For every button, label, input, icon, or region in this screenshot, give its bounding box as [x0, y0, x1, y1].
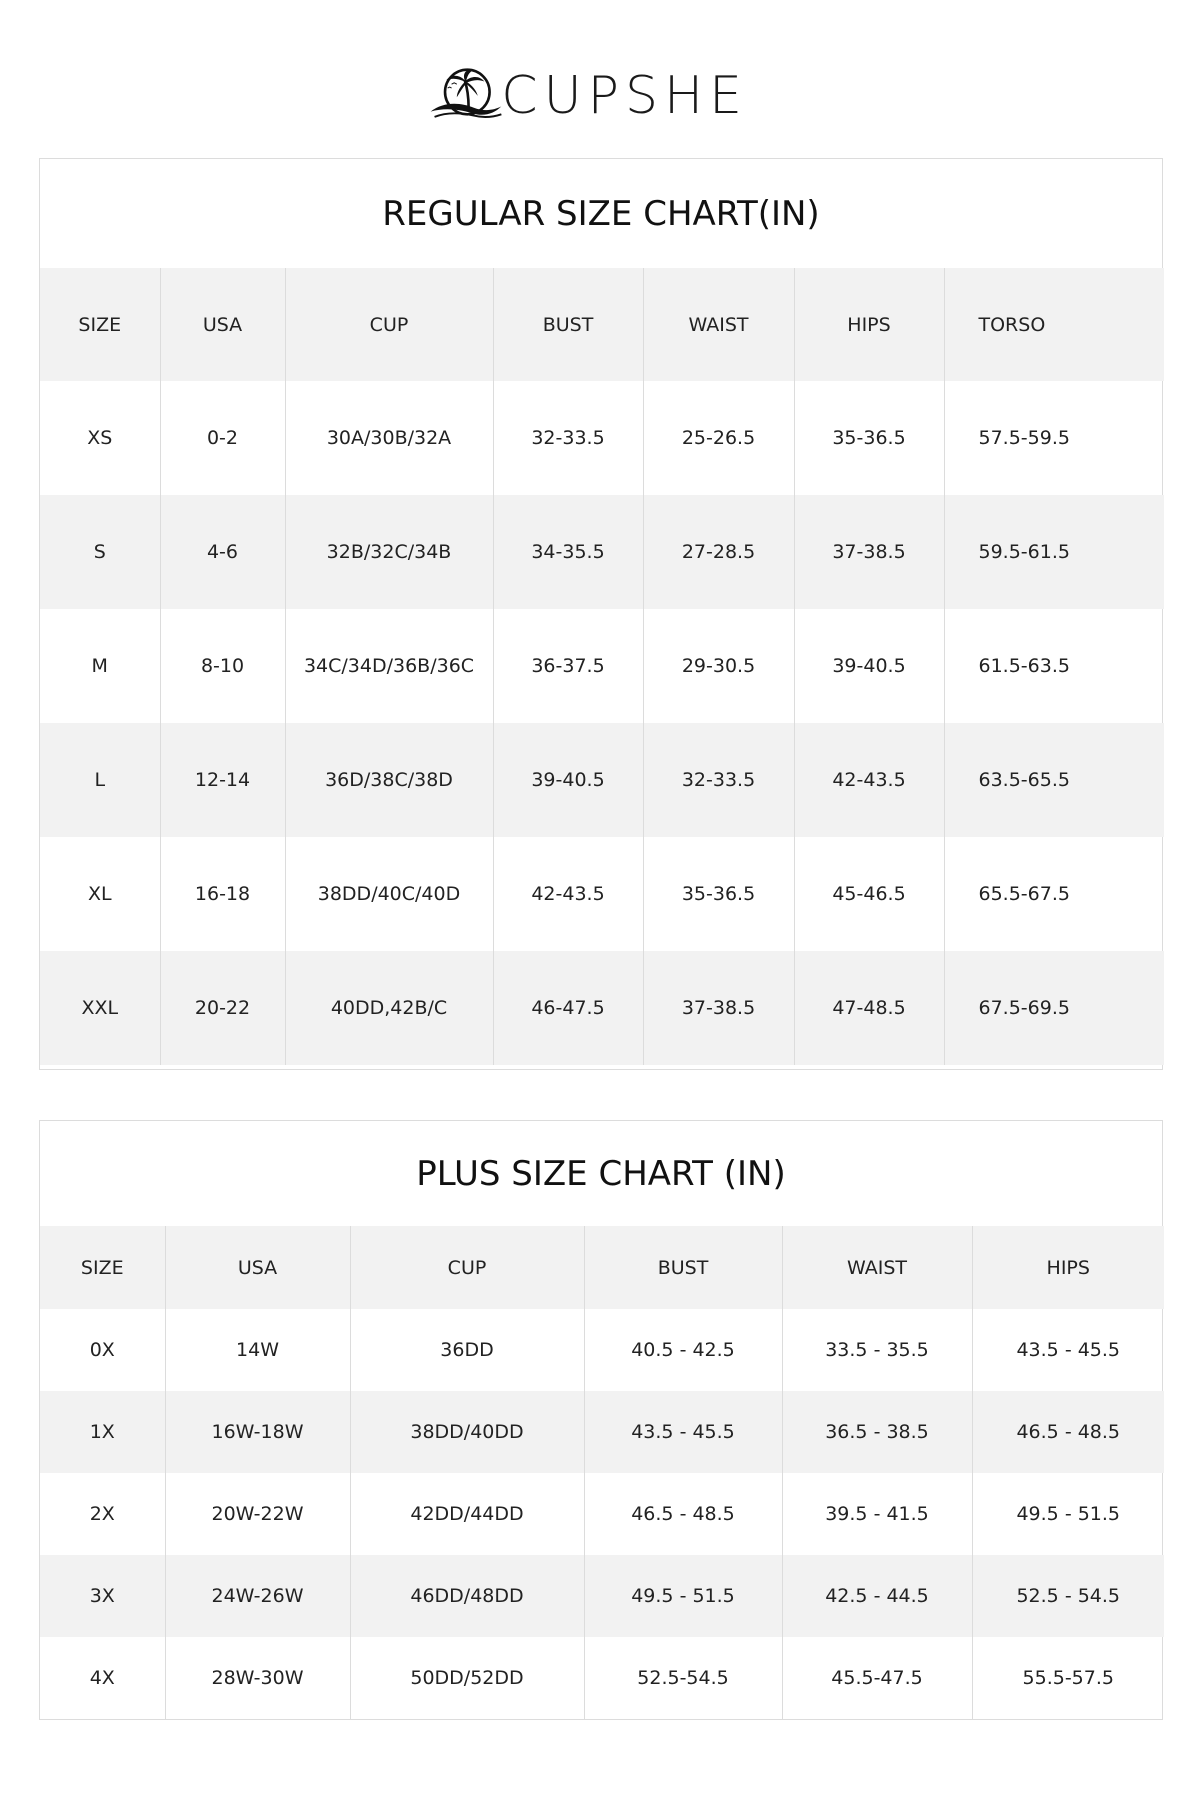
cell-bust: 39-40.5: [493, 723, 643, 837]
header-bust: BUST: [493, 268, 643, 381]
table-row: [40, 1391, 1164, 1473]
cell-size: M: [91, 655, 108, 677]
cell-bust: 34-35.5: [493, 495, 643, 609]
cell-bust: 40.5 - 42.5: [584, 1309, 782, 1391]
cell-bust: 42-43.5: [493, 837, 643, 951]
cell-hips: 39-40.5: [794, 609, 944, 723]
header-bust: BUST: [584, 1226, 782, 1309]
cell-usa: 16W-18W: [165, 1391, 350, 1473]
cell-hips: 52.5 - 54.5: [972, 1555, 1164, 1637]
cell-waist: 36.5 - 38.5: [782, 1391, 972, 1473]
cell-waist: 33.5 - 35.5: [782, 1309, 972, 1391]
cell-waist: 27-28.5: [643, 495, 794, 609]
cell-cup: 38DD/40DD: [350, 1391, 584, 1473]
header-size: SIZE: [40, 268, 160, 381]
cell-torso: 59.5-61.5: [944, 495, 1164, 609]
table-row: [40, 1555, 1164, 1637]
header-usa: USA: [160, 268, 285, 381]
cell-waist: 35-36.5: [643, 837, 794, 951]
cell-usa: 20W-22W: [165, 1473, 350, 1555]
cell-size: 0X: [89, 1339, 115, 1361]
cell-torso: 65.5-67.5: [944, 837, 1164, 951]
cell-cup: 36D/38C/38D: [285, 723, 493, 837]
cell-size: 3X: [40, 1555, 165, 1637]
cell-cup: 42DD/44DD: [350, 1473, 584, 1555]
cell-bust: 43.5 - 45.5: [584, 1391, 782, 1473]
table-row: [40, 837, 1164, 951]
cell-hips: 43.5 - 45.5: [972, 1309, 1164, 1391]
cell-size: 4X: [89, 1667, 115, 1689]
cell-usa: 16-18: [160, 837, 285, 951]
palm-tree-island-icon: [428, 50, 505, 134]
table-row: [40, 381, 1164, 495]
plus-header-row: [40, 1226, 1164, 1309]
cell-cup: 34C/34D/36B/36C: [285, 609, 493, 723]
cell-bust: 32-33.5: [493, 381, 643, 495]
header-hips: HIPS: [794, 268, 944, 381]
table-row: [40, 495, 1164, 609]
regular-chart-title: REGULAR SIZE CHART(IN): [382, 193, 820, 234]
cell-usa: 8-10: [160, 609, 285, 723]
cell-bust: 46-47.5: [493, 951, 643, 1065]
cell-size: XS: [87, 427, 113, 449]
cell-hips: 37-38.5: [794, 495, 944, 609]
cell-hips: 55.5-57.5: [972, 1637, 1164, 1719]
cell-waist: 37-38.5: [643, 951, 794, 1065]
header-waist: WAIST: [782, 1226, 972, 1309]
table-row: [40, 723, 1164, 837]
cell-bust: 46.5 - 48.5: [584, 1473, 782, 1555]
cell-waist: 42.5 - 44.5: [782, 1555, 972, 1637]
cell-cup: 38DD/40C/40D: [285, 837, 493, 951]
table-row: [40, 1637, 1164, 1719]
cell-cup: 50DD/52DD: [350, 1637, 584, 1719]
plus-size-chart: [39, 1120, 1163, 1720]
cell-cup: 36DD: [350, 1309, 584, 1391]
header-cup: CUP: [285, 268, 493, 381]
cell-usa: 28W-30W: [165, 1637, 350, 1719]
cell-hips: 49.5 - 51.5: [972, 1473, 1164, 1555]
cell-hips: 35-36.5: [794, 381, 944, 495]
cell-size: L: [40, 723, 160, 837]
cell-size: S: [40, 495, 160, 609]
cell-usa: 24W-26W: [165, 1555, 350, 1637]
table-row: [40, 951, 1164, 1065]
cell-bust: 36-37.5: [493, 609, 643, 723]
cell-hips: 47-48.5: [794, 951, 944, 1065]
cell-usa: 0-2: [160, 381, 285, 495]
cell-torso: 63.5-65.5: [944, 723, 1164, 837]
cell-usa: 14W: [165, 1309, 350, 1391]
cell-bust: 52.5-54.5: [584, 1637, 782, 1719]
cell-cup: 32B/32C/34B: [285, 495, 493, 609]
header-hips: HIPS: [972, 1226, 1164, 1309]
table-row: [40, 1473, 1164, 1555]
cell-size: XL: [87, 883, 112, 905]
table-row: [40, 1309, 1164, 1391]
brand-logo: [428, 50, 748, 134]
cell-waist: 29-30.5: [643, 609, 794, 723]
cell-size: 1X: [40, 1391, 165, 1473]
header-size: SIZE: [40, 1226, 165, 1309]
cell-hips: 46.5 - 48.5: [972, 1391, 1164, 1473]
plus-size-table: [40, 1226, 1164, 1719]
regular-header-row: [40, 268, 1164, 381]
cell-size: XXL: [40, 951, 160, 1065]
header-waist: WAIST: [643, 268, 794, 381]
brand-name: CUPSHE: [501, 66, 748, 126]
cell-cup: 40DD,42B/C: [285, 951, 493, 1065]
table-row: [40, 609, 1164, 723]
cell-usa: 12-14: [160, 723, 285, 837]
cell-usa: 4-6: [160, 495, 285, 609]
cell-waist: 25-26.5: [643, 381, 794, 495]
cell-bust: 49.5 - 51.5: [584, 1555, 782, 1637]
cell-torso: 61.5-63.5: [944, 609, 1164, 723]
regular-size-chart: [39, 158, 1163, 1070]
cell-waist: 39.5 - 41.5: [782, 1473, 972, 1555]
cell-torso: 67.5-69.5: [944, 951, 1164, 1065]
cell-cup: 30A/30B/32A: [285, 381, 493, 495]
cell-hips: 45-46.5: [794, 837, 944, 951]
cell-torso: 57.5-59.5: [944, 381, 1164, 495]
cell-waist: 45.5-47.5: [782, 1637, 972, 1719]
cell-usa: 20-22: [160, 951, 285, 1065]
regular-size-table: [40, 268, 1164, 1065]
cell-hips: 42-43.5: [794, 723, 944, 837]
cell-waist: 32-33.5: [643, 723, 794, 837]
cell-cup: 46DD/48DD: [350, 1555, 584, 1637]
header-torso: TORSO: [944, 268, 1164, 381]
cell-size: 2X: [89, 1503, 115, 1525]
header-usa: USA: [165, 1226, 350, 1309]
header-cup: CUP: [350, 1226, 584, 1309]
plus-chart-title: PLUS SIZE CHART (IN): [416, 1153, 786, 1194]
